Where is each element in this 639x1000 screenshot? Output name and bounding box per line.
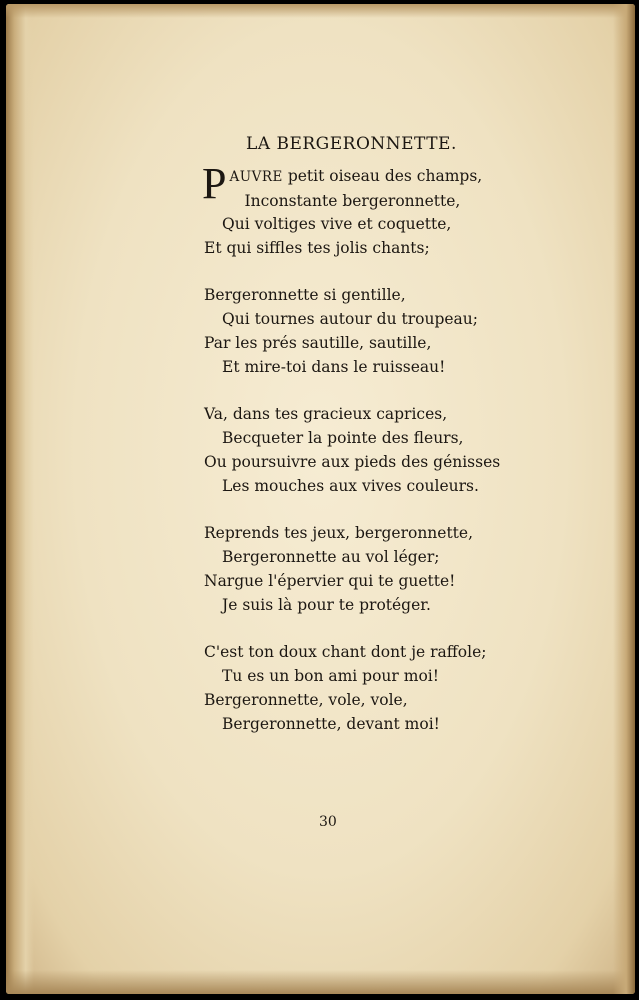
poem-body	[202, 159, 524, 759]
poem-line: Bergeronnette au vol léger;	[222, 548, 440, 566]
poem-line: Nargue l'épervier qui te guette!	[204, 572, 456, 590]
stanza-2	[204, 283, 524, 379]
stanza-1	[202, 159, 524, 260]
first-word-smallcaps: AUVRE	[229, 169, 283, 185]
poem-line-text: petit oiseau des champs,	[282, 167, 483, 185]
poem-line: Va, dans tes gracieux caprices,	[204, 405, 448, 423]
poem-line: Bergeronnette si gentille,	[204, 286, 406, 304]
poem-line: Bergeronnette, devant moi!	[222, 715, 440, 733]
page-bottom-shadow	[6, 970, 635, 994]
poem-line: Les mouches aux vives couleurs.	[222, 477, 479, 495]
page-top-shadow	[6, 4, 635, 18]
poem-line-first	[202, 159, 524, 212]
poem-line-text: Inconstante bergeronnette,	[244, 192, 461, 210]
stanza-3	[204, 402, 524, 498]
poem-line: Par les prés sautille, sautille,	[204, 334, 432, 352]
poem-line: C'est ton doux chant dont je raffole;	[204, 643, 487, 661]
poem-line: Et mire-toi dans le ruisseau!	[222, 358, 446, 376]
poem-title: LA BERGERONNETTE.	[246, 134, 457, 154]
stanza-5	[204, 640, 524, 736]
poem-line: Tu es un bon ami pour moi!	[222, 667, 439, 685]
book-page	[6, 4, 635, 994]
poem-line: Qui tournes autour du troupeau;	[222, 310, 478, 328]
poem-line: Becqueter la pointe des fleurs,	[222, 429, 464, 447]
poem-line: Bergeronnette, vole, vole,	[204, 691, 408, 709]
poem-line: Je suis là pour te protéger.	[222, 596, 431, 614]
page-number: 30	[319, 814, 337, 830]
poem-line: Ou poursuivre aux pieds des génisses	[204, 453, 501, 471]
poem-line: Qui voltiges vive et coquette,	[222, 215, 452, 233]
poem-line: Reprends tes jeux, bergeronnette,	[204, 524, 474, 542]
poem-line: Et qui siffles tes jolis chants;	[204, 239, 430, 257]
drop-cap: P	[202, 159, 227, 208]
stanza-4	[204, 521, 524, 617]
